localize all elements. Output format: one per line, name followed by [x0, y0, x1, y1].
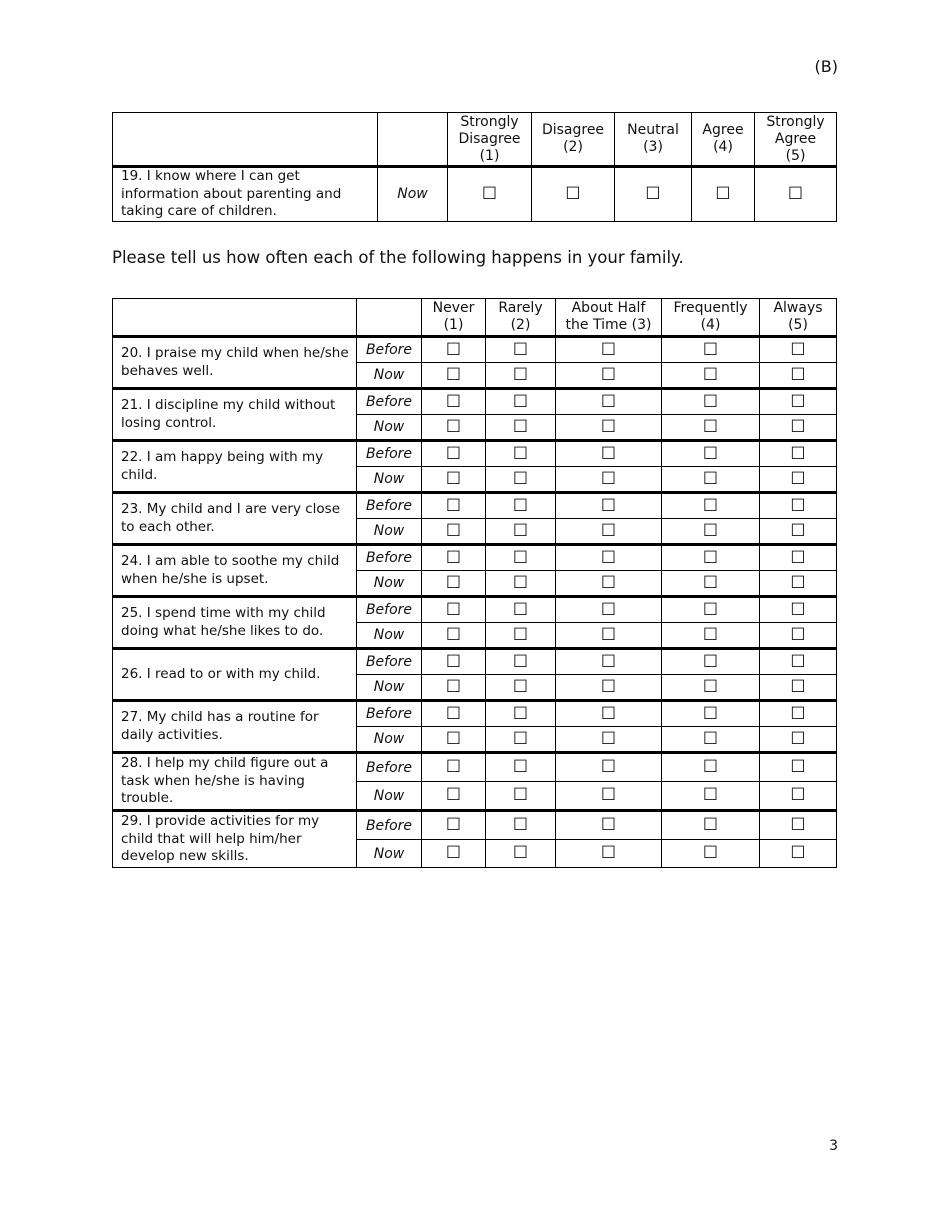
response-checkbox[interactable]: ☐ [662, 389, 760, 415]
response-checkbox[interactable]: ☐ [662, 701, 760, 727]
question-row [113, 701, 837, 727]
time-label: Before [357, 649, 422, 675]
response-checkbox[interactable]: ☐ [662, 415, 760, 441]
response-checkbox[interactable]: ☐ [662, 545, 760, 571]
question-text: 25. I spend time with my child doing what he/she likes to do. [113, 597, 357, 649]
response-checkbox[interactable]: ☐ [486, 727, 556, 753]
response-checkbox[interactable]: ☐ [760, 701, 837, 727]
response-checkbox[interactable]: ☐ [760, 337, 837, 363]
response-checkbox[interactable]: ☐ [486, 519, 556, 545]
response-checkbox[interactable]: ☐ [422, 519, 486, 545]
time-label: Now [357, 415, 422, 441]
response-checkbox[interactable]: ☐ [556, 623, 662, 649]
response-checkbox[interactable]: ☐ [532, 167, 615, 222]
response-checkbox[interactable]: ☐ [486, 753, 556, 782]
response-checkbox[interactable]: ☐ [422, 840, 486, 868]
response-checkbox[interactable]: ☐ [556, 840, 662, 868]
header-blank [378, 113, 448, 167]
response-checkbox[interactable]: ☐ [486, 623, 556, 649]
response-checkbox[interactable]: ☐ [556, 441, 662, 467]
response-checkbox[interactable]: ☐ [556, 727, 662, 753]
question-row [113, 811, 837, 840]
response-checkbox[interactable]: ☐ [422, 441, 486, 467]
response-checkbox[interactable]: ☐ [760, 545, 837, 571]
time-label: Now [357, 782, 422, 811]
response-checkbox[interactable]: ☐ [486, 782, 556, 811]
form-version-label: (B) [814, 57, 838, 76]
response-checkbox[interactable]: ☐ [760, 753, 837, 782]
column-header: Disagree (2) [532, 113, 615, 167]
response-checkbox[interactable]: ☐ [422, 753, 486, 782]
column-header: Rarely (2) [486, 299, 556, 337]
frequency-header-row [113, 299, 837, 337]
response-checkbox[interactable]: ☐ [760, 727, 837, 753]
question-text: 27. My child has a routine for daily activities. [113, 701, 357, 753]
response-checkbox[interactable]: ☐ [760, 571, 837, 597]
column-header: Strongly Disagree (1) [448, 113, 532, 167]
time-label: Before [357, 597, 422, 623]
response-checkbox[interactable]: ☐ [486, 493, 556, 519]
response-checkbox[interactable]: ☐ [760, 649, 837, 675]
response-checkbox[interactable]: ☐ [556, 519, 662, 545]
time-label: Now [357, 363, 422, 389]
column-header: Agree (4) [692, 113, 755, 167]
response-checkbox[interactable]: ☐ [662, 519, 760, 545]
agreement-table [112, 112, 837, 222]
time-label: Now [357, 727, 422, 753]
response-checkbox[interactable]: ☐ [422, 649, 486, 675]
question-text: 19. I know where I can get information about parenting and taking care of children. [113, 167, 378, 222]
response-checkbox[interactable]: ☐ [662, 840, 760, 868]
response-checkbox[interactable]: ☐ [422, 337, 486, 363]
response-checkbox[interactable]: ☐ [760, 493, 837, 519]
response-checkbox[interactable]: ☐ [422, 415, 486, 441]
response-checkbox[interactable]: ☐ [422, 597, 486, 623]
time-label: Now [357, 840, 422, 868]
response-checkbox[interactable]: ☐ [760, 782, 837, 811]
response-checkbox[interactable]: ☐ [422, 782, 486, 811]
question-text: 28. I help my child figure out a task when he/she is having trouble. [113, 753, 357, 811]
response-checkbox[interactable]: ☐ [422, 811, 486, 840]
question-row [113, 493, 837, 519]
response-checkbox[interactable]: ☐ [760, 675, 837, 701]
response-checkbox[interactable]: ☐ [486, 675, 556, 701]
response-checkbox[interactable]: ☐ [615, 167, 692, 222]
time-label: Before [357, 441, 422, 467]
response-checkbox[interactable]: ☐ [662, 727, 760, 753]
response-checkbox[interactable]: ☐ [760, 415, 837, 441]
column-header: Never (1) [422, 299, 486, 337]
response-checkbox[interactable]: ☐ [486, 571, 556, 597]
header-blank [113, 299, 357, 337]
response-checkbox[interactable]: ☐ [662, 571, 760, 597]
response-checkbox[interactable]: ☐ [760, 363, 837, 389]
time-label: Before [357, 701, 422, 727]
time-label: Before [357, 545, 422, 571]
question-row [113, 389, 837, 415]
response-checkbox[interactable]: ☐ [662, 337, 760, 363]
column-header: Frequently (4) [662, 299, 760, 337]
question-text: 26. I read to or with my child. [113, 649, 357, 701]
question-row [113, 337, 837, 363]
time-label: Before [357, 811, 422, 840]
response-checkbox[interactable]: ☐ [760, 840, 837, 868]
response-checkbox[interactable]: ☐ [486, 337, 556, 363]
response-checkbox[interactable]: ☐ [486, 363, 556, 389]
response-checkbox[interactable]: ☐ [486, 545, 556, 571]
question-text: 21. I discipline my child without losing control. [113, 389, 357, 441]
response-checkbox[interactable]: ☐ [556, 363, 662, 389]
response-checkbox[interactable]: ☐ [556, 415, 662, 441]
response-checkbox[interactable]: ☐ [486, 467, 556, 493]
time-label: Now [378, 167, 448, 222]
time-label: Before [357, 389, 422, 415]
response-checkbox[interactable]: ☐ [556, 675, 662, 701]
question-row [113, 545, 837, 571]
question-text: 22. I am happy being with my child. [113, 441, 357, 493]
response-checkbox[interactable]: ☐ [662, 597, 760, 623]
header-blank [113, 113, 378, 167]
response-checkbox[interactable]: ☐ [755, 167, 837, 222]
response-checkbox[interactable]: ☐ [662, 649, 760, 675]
response-checkbox[interactable]: ☐ [422, 675, 486, 701]
time-label: Now [357, 623, 422, 649]
question-text: 23. My child and I are very close to each other. [113, 493, 357, 545]
time-label: Before [357, 753, 422, 782]
response-checkbox[interactable]: ☐ [422, 571, 486, 597]
response-checkbox[interactable]: ☐ [760, 623, 837, 649]
page-number: 3 [829, 1138, 838, 1154]
response-checkbox[interactable]: ☐ [662, 363, 760, 389]
response-checkbox[interactable]: ☐ [556, 597, 662, 623]
time-label: Now [357, 519, 422, 545]
response-checkbox[interactable]: ☐ [556, 782, 662, 811]
response-checkbox[interactable]: ☐ [556, 545, 662, 571]
response-checkbox[interactable]: ☐ [556, 753, 662, 782]
time-label: Now [357, 675, 422, 701]
response-checkbox[interactable]: ☐ [760, 389, 837, 415]
response-checkbox[interactable]: ☐ [662, 811, 760, 840]
response-checkbox[interactable]: ☐ [422, 493, 486, 519]
response-checkbox[interactable]: ☐ [662, 441, 760, 467]
response-checkbox[interactable]: ☐ [422, 701, 486, 727]
response-checkbox[interactable]: ☐ [486, 415, 556, 441]
response-checkbox[interactable]: ☐ [760, 519, 837, 545]
response-checkbox[interactable]: ☐ [760, 441, 837, 467]
column-header: Strongly Agree (5) [755, 113, 837, 167]
response-checkbox[interactable]: ☐ [486, 389, 556, 415]
instruction-text: Please tell us how often each of the following happens in your family. [112, 248, 684, 267]
response-checkbox[interactable]: ☐ [662, 467, 760, 493]
question-text: 24. I am able to soothe my child when he/she is upset. [113, 545, 357, 597]
frequency-table [112, 298, 837, 868]
response-checkbox[interactable]: ☐ [486, 811, 556, 840]
response-checkbox[interactable]: ☐ [556, 701, 662, 727]
response-checkbox[interactable]: ☐ [556, 467, 662, 493]
response-checkbox[interactable]: ☐ [486, 597, 556, 623]
time-label: Before [357, 337, 422, 363]
question-row [113, 649, 837, 675]
response-checkbox[interactable]: ☐ [556, 493, 662, 519]
response-checkbox[interactable]: ☐ [486, 840, 556, 868]
question-row [113, 753, 837, 782]
time-label: Before [357, 493, 422, 519]
question-text: 29. I provide activities for my child that will help him/her develop new skills. [113, 811, 357, 868]
response-checkbox[interactable]: ☐ [556, 571, 662, 597]
time-label: Now [357, 467, 422, 493]
response-checkbox[interactable]: ☐ [556, 389, 662, 415]
response-checkbox[interactable]: ☐ [760, 467, 837, 493]
response-checkbox[interactable]: ☐ [486, 701, 556, 727]
response-checkbox[interactable]: ☐ [422, 467, 486, 493]
response-checkbox[interactable]: ☐ [486, 441, 556, 467]
column-header: Neutral (3) [615, 113, 692, 167]
header-blank [357, 299, 422, 337]
response-checkbox[interactable]: ☐ [556, 649, 662, 675]
response-checkbox[interactable]: ☐ [422, 727, 486, 753]
column-header: Always (5) [760, 299, 837, 337]
question-row [113, 597, 837, 623]
time-label: Now [357, 571, 422, 597]
question-row [113, 167, 837, 222]
response-checkbox[interactable]: ☐ [662, 675, 760, 701]
response-checkbox[interactable]: ☐ [448, 167, 532, 222]
column-header: About Half the Time (3) [556, 299, 662, 337]
response-checkbox[interactable]: ☐ [662, 623, 760, 649]
response-checkbox[interactable]: ☐ [556, 337, 662, 363]
response-checkbox[interactable]: ☐ [692, 167, 755, 222]
agreement-header-row [113, 113, 837, 167]
response-checkbox[interactable]: ☐ [422, 363, 486, 389]
response-checkbox[interactable]: ☐ [760, 811, 837, 840]
response-checkbox[interactable]: ☐ [422, 545, 486, 571]
response-checkbox[interactable]: ☐ [662, 782, 760, 811]
question-text: 20. I praise my child when he/she behaves well. [113, 337, 357, 389]
response-checkbox[interactable]: ☐ [760, 597, 837, 623]
response-checkbox[interactable]: ☐ [422, 623, 486, 649]
response-checkbox[interactable]: ☐ [662, 493, 760, 519]
response-checkbox[interactable]: ☐ [662, 753, 760, 782]
response-checkbox[interactable]: ☐ [486, 649, 556, 675]
response-checkbox[interactable]: ☐ [422, 389, 486, 415]
question-row [113, 441, 837, 467]
response-checkbox[interactable]: ☐ [556, 811, 662, 840]
